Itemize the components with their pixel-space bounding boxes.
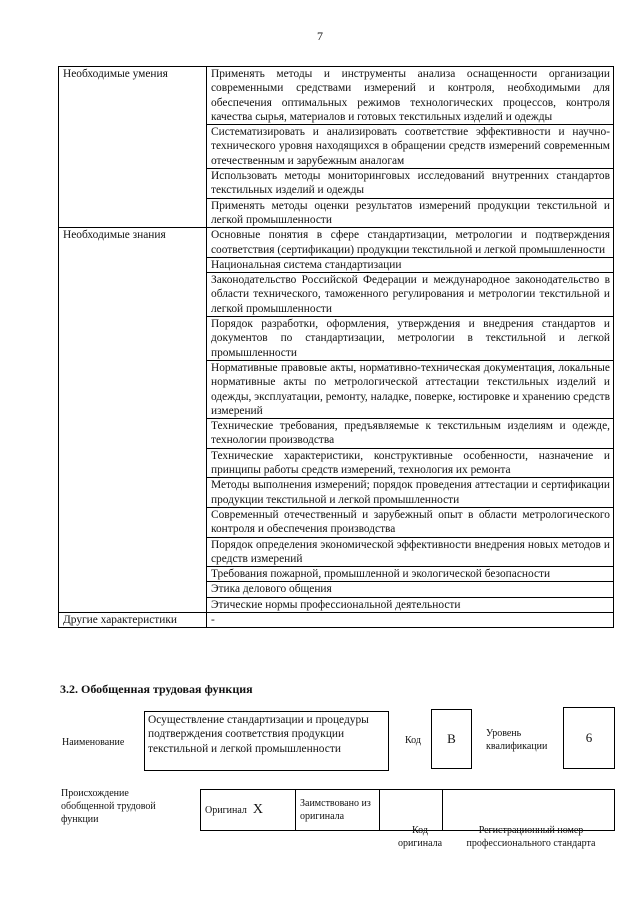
skill-item: Применять методы и инструменты анализа оснащенности организации современными средствами измерений и контроля, необходимыми для обеспечения оптимальных режимов технологических процессов, контроля качества сырья, материалов и готовых текстильных изделий и одежды: [207, 67, 614, 125]
knowledge-item: Требования пожарной, промышленной и экологической безопасности: [207, 567, 614, 582]
row-label-knowledge: Необходимые знания: [59, 228, 207, 613]
qualification-level-value: 6: [563, 707, 615, 769]
qualification-level-label: Уровень квалификации: [486, 728, 548, 752]
row-label-skills: Необходимые умения: [59, 67, 207, 228]
knowledge-item: Технические характеристики, конструктивные особенности, назначение и принципы работы средств измерений, технология их ремонта: [207, 448, 614, 478]
skill-item: Систематизировать и анализировать соответствие эффективности и научно-технического уровня находящихся в обращении средств измерений современным отечественным и зарубежным аналогам: [207, 125, 614, 169]
skill-item: Применять методы оценки результатов измерений продукции текстильной и легкой промышленности: [207, 198, 614, 228]
name-value: Осуществление стандартизации и процедуры подтверждения соответствия продукции текстильной и легкой промышленности: [144, 711, 389, 771]
table-row: [59, 612, 614, 627]
table-row: [59, 67, 614, 125]
original-mark: X: [252, 802, 264, 817]
knowledge-item: Порядок определения экономической эффективности внедрения новых методов и средств измерений: [207, 537, 614, 567]
reg-number-caption: Регистрационный номер профессионального стандарта: [466, 825, 596, 849]
knowledge-item: Национальная система стандартизации: [207, 257, 614, 272]
name-label: Наименование: [62, 737, 125, 748]
row-label-other: Другие характеристики: [59, 612, 207, 627]
skill-item: Использовать методы мониторинговых исследований внутренних стандартов текстильных изделий и одежды: [207, 169, 614, 199]
page-number: 7: [317, 29, 323, 43]
knowledge-item: Основные понятия в сфере стандартизации, метрологии и подтверждения соответствия (сертификации) продукции текстильной и легкой промышленности: [207, 228, 614, 258]
requirements-table: [58, 66, 614, 628]
table-row: [59, 228, 614, 258]
knowledge-item: Современный отечественный и зарубежный опыт в области метрологического контроля и обеспечения производства: [207, 507, 614, 537]
knowledge-item: Законодательство Российской Федерации и международное законодательство в области технического, таможенного регулирования и метрологии текстильной и легкой промышленности: [207, 273, 614, 317]
knowledge-item: Порядок разработки, оформления, утверждения и внедрения стандартов и документов по стандартизации, метрологии в текстильной и легкой промышленности: [207, 317, 614, 361]
original-label: Оригинал: [205, 805, 247, 816]
knowledge-item: Этические нормы профессиональной деятельности: [207, 597, 614, 612]
other-item: -: [207, 612, 614, 627]
original-cell: [201, 790, 296, 831]
code-label: Код: [405, 735, 421, 746]
knowledge-item: Технические требования, предъявляемые к текстильным изделиям и одежде, технологии производства: [207, 419, 614, 449]
borrowed-cell: Заимствовано из оригинала: [296, 790, 380, 831]
knowledge-item: Нормативные правовые акты, нормативно-техническая документация, локальные нормативные акты по метрологической аттестации текстильных изделий и одежды, эксплуатации, ремонту, наладке, поверке, юстировке и хранению средств измерений: [207, 360, 614, 418]
section-title: 3.2. Обобщенная трудовая функция: [60, 682, 253, 696]
knowledge-item: Методы выполнения измерений; порядок проведения аттестации и сертификации продукции текстильной и легкой промышленности: [207, 478, 614, 508]
origin-label: Происхождение обобщенной трудовой функции: [61, 788, 156, 825]
code-value: B: [431, 709, 472, 769]
code-original-caption: Код оригинала: [397, 825, 443, 849]
knowledge-item: Этика делового общения: [207, 582, 614, 597]
